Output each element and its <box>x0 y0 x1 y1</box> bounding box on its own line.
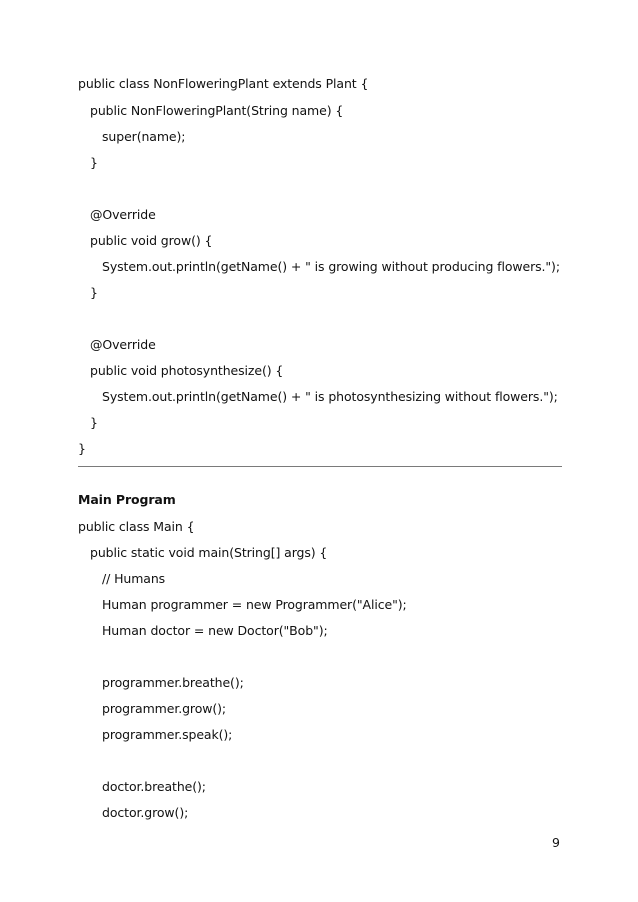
code-line: public NonFloweringPlant(String name) { <box>90 103 344 118</box>
code-line: doctor.grow(); <box>102 805 189 820</box>
code-line: @Override <box>90 207 156 222</box>
code-line: } <box>90 415 98 430</box>
code-line: public void grow() { <box>90 233 213 248</box>
code-line: super(name); <box>102 129 186 144</box>
code-line: @Override <box>90 337 156 352</box>
code-line: } <box>78 441 86 456</box>
code-line: public static void main(String[] args) { <box>90 545 328 560</box>
page-number: 9 <box>552 835 560 850</box>
code-line: // Humans <box>102 571 166 586</box>
code-line: public class Main { <box>78 519 195 534</box>
code-line: System.out.println(getName() + " is photosynthesizing without flowers."); <box>102 389 558 404</box>
code-line: programmer.grow(); <box>102 701 227 716</box>
code-line: programmer.breathe(); <box>102 675 244 690</box>
code-line: Human doctor = new Doctor("Bob"); <box>102 623 328 638</box>
code-line: programmer.speak(); <box>102 727 233 742</box>
code-line: Human programmer = new Programmer("Alice"); <box>102 597 407 612</box>
code-line: System.out.println(getName() + " is growing without producing flowers."); <box>102 259 560 274</box>
code-line: doctor.breathe(); <box>102 779 206 794</box>
code-line: public void photosynthesize() { <box>90 363 284 378</box>
code-line: } <box>90 285 98 300</box>
code-line: public class NonFloweringPlant extends Plant { <box>78 76 369 91</box>
section-heading: Main Program <box>78 492 176 507</box>
horizontal-divider <box>78 466 562 467</box>
code-line: } <box>90 155 98 170</box>
